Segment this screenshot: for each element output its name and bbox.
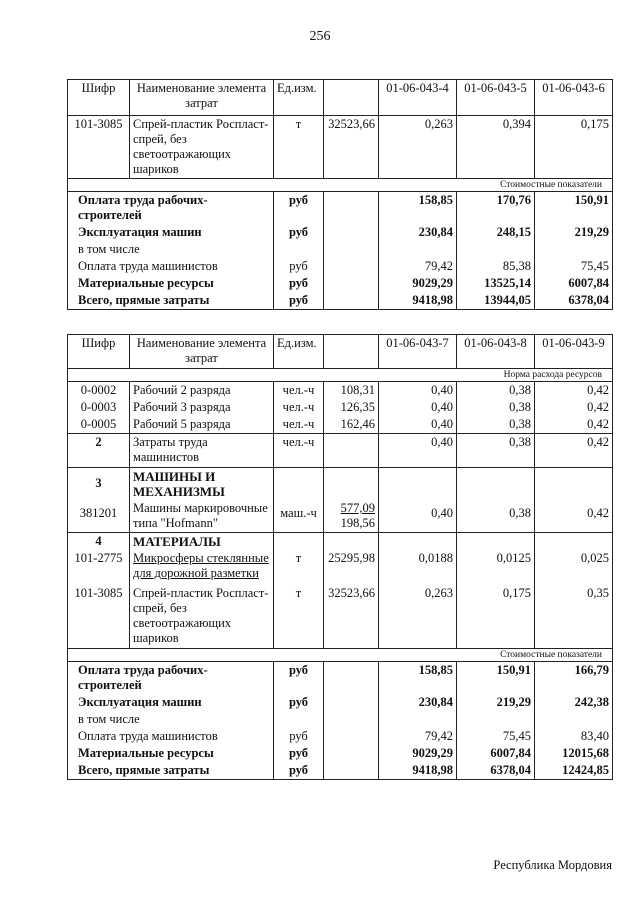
operators-name: Затраты труда машинистов bbox=[130, 434, 274, 468]
cost-v2: 219,29 bbox=[457, 694, 535, 711]
machine-unit: маш.-ч bbox=[274, 500, 324, 533]
worker-row bbox=[68, 399, 613, 416]
worker-code: 0-0005 bbox=[68, 416, 130, 434]
header-unit: Ед.изм. bbox=[274, 335, 324, 369]
material-v1: 0,0188 bbox=[379, 550, 457, 582]
machines-section-row bbox=[68, 468, 613, 501]
cost-v3: 12015,68 bbox=[535, 745, 613, 762]
cost-row bbox=[68, 241, 613, 258]
worker-v3: 0,42 bbox=[535, 416, 613, 434]
estimate-table-1 bbox=[67, 79, 613, 310]
page-number: 256 bbox=[309, 29, 331, 44]
machines-section-name: МАШИНЫ И МЕХАНИЗМЫ bbox=[130, 468, 274, 501]
worker-v2: 0,38 bbox=[457, 399, 535, 416]
cost-v3: 166,79 bbox=[535, 661, 613, 694]
cost-name: Эксплуатация машин bbox=[68, 694, 274, 711]
worker-v1: 0,40 bbox=[379, 399, 457, 416]
cost-v1: 79,42 bbox=[379, 258, 457, 275]
resource-unit: т bbox=[274, 116, 324, 179]
worker-v3: 0,42 bbox=[535, 399, 613, 416]
materials-section-name: МАТЕРИАЛЫ bbox=[130, 533, 274, 551]
resource-price: 32523,66 bbox=[324, 116, 379, 179]
cost-name: Материальные ресурсы bbox=[68, 275, 274, 292]
cost-name: Оплата труда рабочих-строителей bbox=[68, 192, 274, 225]
cost-row bbox=[68, 728, 613, 745]
material-v3: 0,025 bbox=[535, 550, 613, 582]
cost-v3: 83,40 bbox=[535, 728, 613, 745]
cost-v2: 6378,04 bbox=[457, 762, 535, 780]
cost-row bbox=[68, 275, 613, 292]
material-row bbox=[68, 582, 613, 648]
materials-section-code: 4 bbox=[68, 533, 130, 551]
header-col-3: 01-06-043-6 bbox=[535, 80, 613, 116]
header-row bbox=[68, 80, 613, 116]
material-unit: т bbox=[274, 582, 324, 648]
worker-code: 0-0002 bbox=[68, 382, 130, 400]
material-v3: 0,35 bbox=[535, 582, 613, 648]
operators-v1: 0,40 bbox=[379, 434, 457, 468]
cost-name: Материальные ресурсы bbox=[68, 745, 274, 762]
cost-v2: 85,38 bbox=[457, 258, 535, 275]
resource-name: Спрей-пластик Роспласт-спрей, без светоотражающих шариков bbox=[130, 116, 274, 179]
cost-v1: 9029,29 bbox=[379, 275, 457, 292]
cost-unit: руб bbox=[274, 224, 324, 241]
header-row bbox=[68, 335, 613, 369]
header-name: Наименование элемента затрат bbox=[130, 335, 274, 369]
header-col-2: 01-06-043-5 bbox=[457, 80, 535, 116]
cost-v3: 6378,04 bbox=[535, 292, 613, 310]
worker-v1: 0,40 bbox=[379, 416, 457, 434]
worker-price: 126,35 bbox=[324, 399, 379, 416]
cost-v3: 242,38 bbox=[535, 694, 613, 711]
cost-row bbox=[68, 192, 613, 225]
material-price: 25295,98 bbox=[324, 550, 379, 582]
cost-v1: 230,84 bbox=[379, 224, 457, 241]
cost-v3: 75,45 bbox=[535, 258, 613, 275]
operators-row bbox=[68, 434, 613, 468]
resource-row bbox=[68, 116, 613, 179]
cost-row bbox=[68, 745, 613, 762]
cost-row bbox=[68, 694, 613, 711]
page-footer: Республика Мордовия bbox=[493, 858, 612, 872]
section-label: Стоимостные показатели bbox=[68, 648, 613, 661]
estimate-table-2 bbox=[67, 334, 613, 780]
material-price: 32523,66 bbox=[324, 582, 379, 648]
machine-v1: 0,40 bbox=[379, 500, 457, 533]
cost-v2: 75,45 bbox=[457, 728, 535, 745]
cost-unit: руб bbox=[274, 694, 324, 711]
worker-price: 162,46 bbox=[324, 416, 379, 434]
cost-unit: руб bbox=[274, 192, 324, 225]
operators-v2: 0,38 bbox=[457, 434, 535, 468]
cost-v2: 13525,14 bbox=[457, 275, 535, 292]
header-code: Шифр bbox=[68, 335, 130, 369]
cost-unit: руб bbox=[274, 661, 324, 694]
cost-unit: руб bbox=[274, 762, 324, 780]
worker-row bbox=[68, 416, 613, 434]
cost-v3: 219,29 bbox=[535, 224, 613, 241]
cost-v2: 170,76 bbox=[457, 192, 535, 225]
cost-row bbox=[68, 661, 613, 694]
worker-name: Рабочий 3 разряда bbox=[130, 399, 274, 416]
cost-unit: руб bbox=[274, 258, 324, 275]
header-col-1: 01-06-043-4 bbox=[379, 80, 457, 116]
cost-name: в том числе bbox=[68, 711, 274, 728]
cost-v1: 9418,98 bbox=[379, 292, 457, 310]
cost-v1: 79,42 bbox=[379, 728, 457, 745]
cost-unit: руб bbox=[274, 292, 324, 310]
material-v1: 0,263 bbox=[379, 582, 457, 648]
operators-v3: 0,42 bbox=[535, 434, 613, 468]
material-row bbox=[68, 550, 613, 582]
worker-unit: чел.-ч bbox=[274, 399, 324, 416]
machine-code: 381201 bbox=[68, 500, 130, 533]
section-label-row bbox=[68, 179, 613, 192]
worker-v1: 0,40 bbox=[379, 382, 457, 400]
worker-unit: чел.-ч bbox=[274, 382, 324, 400]
cost-row bbox=[68, 258, 613, 275]
section-label: Стоимостные показатели bbox=[68, 179, 613, 192]
worker-v2: 0,38 bbox=[457, 416, 535, 434]
resource-v1: 0,263 bbox=[379, 116, 457, 179]
resource-code: 101-3085 bbox=[68, 116, 130, 179]
cost-v3: 6007,84 bbox=[535, 275, 613, 292]
machine-name: Машины маркировочные типа "Hofmann" bbox=[130, 500, 274, 533]
material-v2: 0,0125 bbox=[457, 550, 535, 582]
resource-v2: 0,394 bbox=[457, 116, 535, 179]
machine-price-b: 198,56 bbox=[340, 516, 375, 530]
header-name: Наименование элемента затрат bbox=[130, 80, 274, 116]
material-name: Спрей-пластик Роспласт-спрей, без светоотражающих шариков bbox=[130, 582, 274, 648]
cost-v2: 248,15 bbox=[457, 224, 535, 241]
header-col-3: 01-06-043-9 bbox=[535, 335, 613, 369]
norm-label-row bbox=[68, 369, 613, 382]
cost-v1: 230,84 bbox=[379, 694, 457, 711]
cost-name: Оплата труда машинистов bbox=[68, 728, 274, 745]
machine-price-a: 577,09 bbox=[340, 501, 375, 515]
cost-row bbox=[68, 292, 613, 310]
cost-name: в том числе bbox=[68, 241, 274, 258]
machines-section-code: 3 bbox=[68, 468, 130, 501]
operators-code: 2 bbox=[68, 434, 130, 468]
material-code: 101-3085 bbox=[68, 582, 130, 648]
cost-row bbox=[68, 762, 613, 780]
operators-unit: чел.-ч bbox=[274, 434, 324, 468]
header-code: Шифр bbox=[68, 80, 130, 116]
worker-code: 0-0003 bbox=[68, 399, 130, 416]
cost-v3: 12424,85 bbox=[535, 762, 613, 780]
resource-v3: 0,175 bbox=[535, 116, 613, 179]
worker-name: Рабочий 2 разряда bbox=[130, 382, 274, 400]
worker-name: Рабочий 5 разряда bbox=[130, 416, 274, 434]
cost-row bbox=[68, 711, 613, 728]
cost-name: Эксплуатация машин bbox=[68, 224, 274, 241]
cost-v2: 150,91 bbox=[457, 661, 535, 694]
material-name: Микросферы стеклянные для дорожной разметки bbox=[130, 550, 274, 582]
cost-v1: 158,85 bbox=[379, 192, 457, 225]
cost-v1: 9029,29 bbox=[379, 745, 457, 762]
cost-row bbox=[68, 224, 613, 241]
header-price bbox=[324, 335, 379, 369]
header-price bbox=[324, 80, 379, 116]
materials-section-row bbox=[68, 533, 613, 551]
material-v2: 0,175 bbox=[457, 582, 535, 648]
cost-unit: руб bbox=[274, 728, 324, 745]
machine-v2: 0,38 bbox=[457, 500, 535, 533]
header-unit: Ед.изм. bbox=[274, 80, 324, 116]
cost-name: Всего, прямые затраты bbox=[68, 292, 274, 310]
cost-v3: 150,91 bbox=[535, 192, 613, 225]
cost-v1: 158,85 bbox=[379, 661, 457, 694]
material-code: 101-2775 bbox=[68, 550, 130, 582]
cost-v2: 13944,05 bbox=[457, 292, 535, 310]
cost-v1: 9418,98 bbox=[379, 762, 457, 780]
material-unit: т bbox=[274, 550, 324, 582]
cost-v2: 6007,84 bbox=[457, 745, 535, 762]
worker-v3: 0,42 bbox=[535, 382, 613, 400]
section-label-row bbox=[68, 648, 613, 661]
worker-row bbox=[68, 382, 613, 400]
header-col-1: 01-06-043-7 bbox=[379, 335, 457, 369]
norm-label: Норма расхода ресурсов bbox=[68, 369, 613, 382]
worker-unit: чел.-ч bbox=[274, 416, 324, 434]
worker-price: 108,31 bbox=[324, 382, 379, 400]
machine-v3: 0,42 bbox=[535, 500, 613, 533]
cost-name: Всего, прямые затраты bbox=[68, 762, 274, 780]
cost-unit: руб bbox=[274, 745, 324, 762]
cost-name: Оплата труда рабочих-строителей bbox=[68, 661, 274, 694]
worker-v2: 0,38 bbox=[457, 382, 535, 400]
cost-name: Оплата труда машинистов bbox=[68, 258, 274, 275]
machine-row bbox=[68, 500, 613, 533]
header-col-2: 01-06-043-8 bbox=[457, 335, 535, 369]
cost-unit: руб bbox=[274, 275, 324, 292]
